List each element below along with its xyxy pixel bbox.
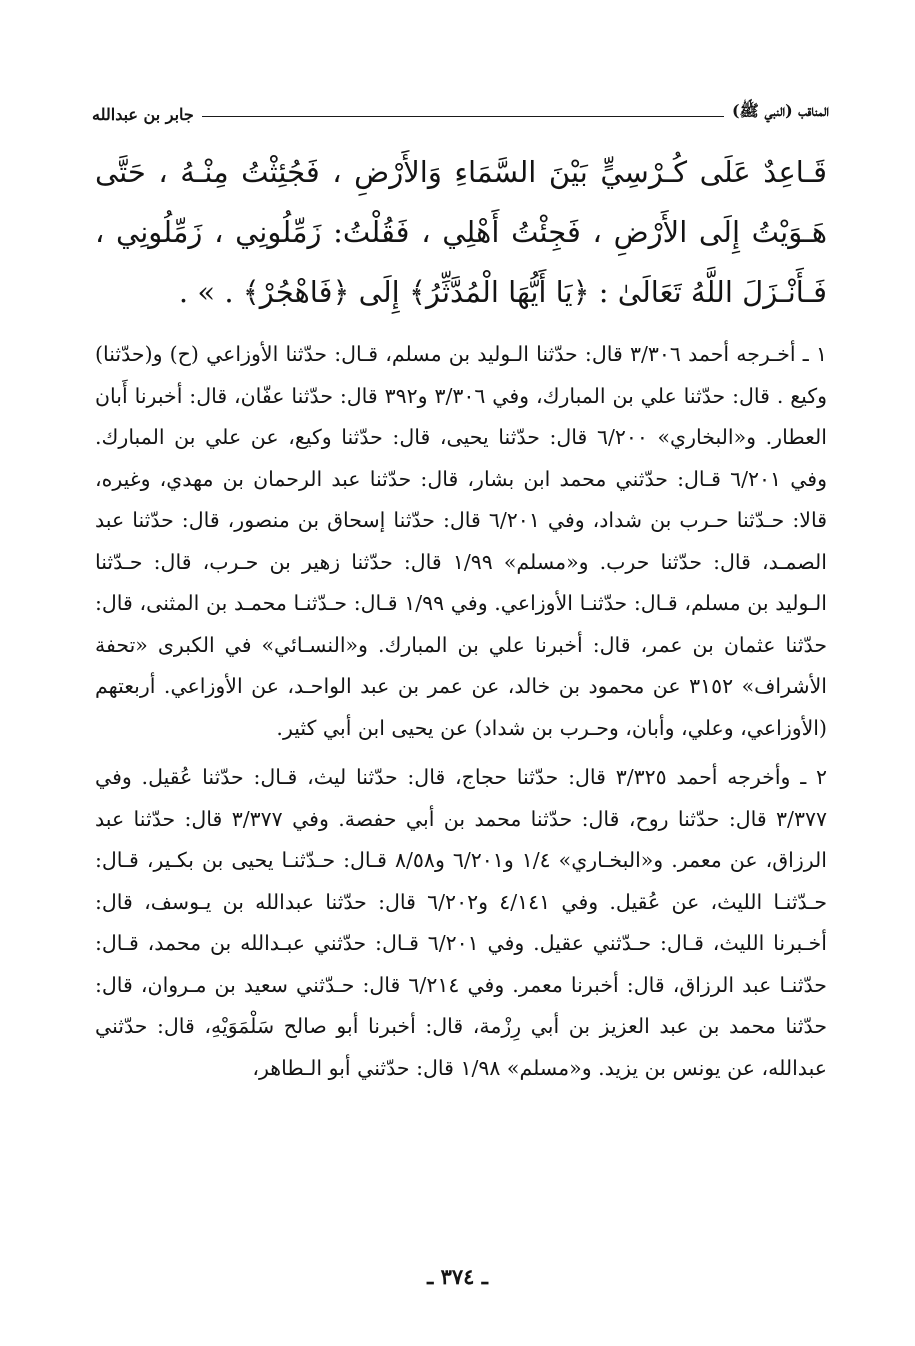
header-narrator: جابر بن عبدالله <box>92 105 194 124</box>
footnotes <box>95 334 827 1097</box>
page-number: ـ ٣٧٤ ـ <box>427 1264 488 1289</box>
footnote-2: ٢ ـ وأخرجه أحمد ٣/٣٢٥ قال: حدّثنا حجاج، قال: حدّثنا ليث، قـال: حدّثنا عُقيل. وفي ٣/٣٧٧ قال: حدّثنا روح، قال: حدّثنا محمد بن أبي حفصة. وفي ٣/٣٧٧ قال: حدّثنا عبد الرزاق، عن معمر. و«البخـاري» ١/٤ و٦/٢٠١ و٨/٥٨ قـال: حـدّثنـا يحيى بن بكـير، قـال: حـدّثنـا الليث، عن عُقيل. وفي ٤/١٤١ و٦/٢٠٢ قال: حدّثنا عبدالله بن يـوسف، قال: أخـبرنا الليث، قـال: حـدّثني عقيل. وفي ٦/٢٠١ قـال: حدّثني عبـدالله بن محمد، قـال: حدّثنـا عبد الرزاق، قال: أخبرنا معمر. وفي ٦/٢١٤ قال: حـدّثني سعيد بن مـروان، قال: حدّثنا محمد بن عبد العزيز بن أبي رِزْمة، قال: أخبرنا أبو صالح سَلْمَوَيْهِ، قال: حدّثني عبدالله، عن يونس بن يزيد. و«مسلم» ١/٩٨ قال: حدّثني أبو الـطاهر، <box>95 765 828 1080</box>
header-rule <box>202 116 724 117</box>
header-chapter: المناقب (النبي ﷺ) <box>731 101 829 120</box>
running-header <box>92 96 829 124</box>
hadith-text: قَـاعِدٌ عَلَى كُـرْسِيٍّ بَيْنَ السَّمَاءِ وَالأَرْضِ ، فَجُئِثْتُ مِنْـهُ ، حَتَّى هَـوَيْتُ إِلَى الأَرْضِ ، فَجِئْتُ أَهْلِي ، فَقُلْتُ: زَمِّلُونِي ، زَمِّلُونِي ، فَـأَنْـزَلَ اللَّهُ تَعَالَىٰ : ﴿يَا أَيُّهَا الْمُدَّثِّرُ﴾ إِلَى ﴿فَاهْجُرْ﴾ . » . <box>95 155 827 309</box>
footnote-1: ١ ـ أخـرجه أحمد ٣/٣٠٦ قال: حدّثنا الـوليد بن مسلم، قـال: حدّثنا الأوزاعي (ح) و(حدّثنا) وكيع . قال: حدّثنا علي بن المبارك، وفي ٣/٣٠٦ و٣٩٢ قال: حدّثنا عفّان، قال: أخبرنا أَبان العطار. و«البخاري» ٦/٢٠٠ قال: حدّثنا يحيى، قال: حدّثنا وكيع، عن علي بن المبارك. وفي ٦/٢٠١ قـال: حدّثني محمد ابن بشار، قال: حدّثنا عبد الرحمان بن مهدي، وغيره، قالا: حـدّثنا حـرب بن شداد، وفي ٦/٢٠١ قال: حدّثنا إسحاق بن منصور، قال: حدّثنا عبد الصمـد، قال: حدّثنا حرب. و«مسلم» ١/٩٩ قال: حدّثنا زهير بن حـرب، قال: حـدّثنا الـوليد بن مسلم، قـال: حدّثنـا الأوزاعي. وفي ١/٩٩ قـال: حـدّثنـا محمـد بن المثنى، قال: حدّثنا عثمان بن عمر، قال: أخبرنا علي بن المبارك. و«النسـائي» في الكبرى «تحفة الأشراف» ٣١٥٢ عن محمود بن خالد، عن عمر بن عبد الواحـد، عن الأوزاعي. أربعتهم (الأوزاعي، وعلي، وأبان، وحـرب بن شداد) عن يحيى ابن أبي كثير. <box>95 342 827 740</box>
